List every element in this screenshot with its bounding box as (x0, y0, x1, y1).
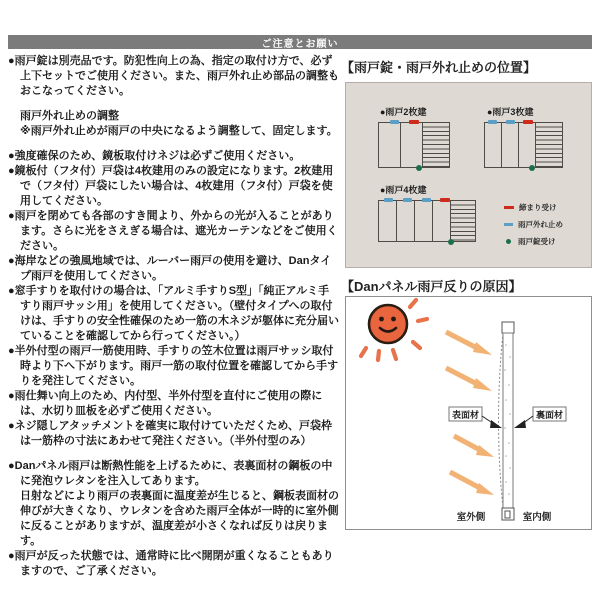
diagram-legend (504, 202, 563, 253)
front-material-callout (449, 407, 502, 428)
position-section-title: 【雨戸錠・雨戸外れ止めの位置】 (341, 60, 537, 75)
warp-diagram (346, 297, 591, 529)
latch-receiver-legend-mark (504, 206, 514, 210)
note-item: 日射などにより雨戸の表裏面に温度差が生じると、鋼板表面材の伸びが大きくなり、ウレタンを含めた雨戸全体が一時的に室外側に反ることがありますが、温度差が小さくなれば反りは戻ります。 (20, 490, 339, 547)
note-item: ●強度確保のため、鏡板取付けネジは必ずご使用ください。 (8, 150, 301, 162)
lock-receiver-mark (529, 165, 535, 171)
note-item: ●窓手すりを取付けの場合は、「アルミ手すりS型」「純正アルミ手すり雨戸サッシ用」を使用してください。（壁付タイプへの取付けは、手すりの安全性確保のため一筋の木ネジが躯体に充分届いていることを確認してから行ってください。） (8, 285, 339, 342)
note-item: ●雨戸錠は別売品です。防犯性向上の為、指定の取付け方で、必ず上下セットでご使用ください。また、雨戸外れ止め部品の調整もおこなってください。 (8, 55, 339, 97)
legend-label: 雨戸外れ止め (518, 220, 563, 229)
shutter-storage-box (422, 122, 450, 168)
shutter-panel-crosssection (499, 322, 515, 520)
warp-diagram-box (345, 296, 592, 530)
note-item: ●雨戸が反った状態では、通常時に比べ開閉が重くなることもありますので、ご了承ください。 (8, 550, 334, 577)
latch-receiver-mark (409, 120, 419, 124)
shutter-panel (518, 122, 536, 168)
warp-curve (499, 333, 504, 508)
lock-receiver-mark (448, 239, 454, 245)
stopper-mark (403, 198, 412, 202)
sun-icon (361, 300, 427, 360)
notes-column (8, 54, 340, 579)
shutter-panel (400, 122, 423, 168)
shutter-diagram-4panel (378, 200, 476, 242)
indoor-side-label: 室内側 (522, 512, 552, 523)
note-item: ●雨戸を閉めても各部のすき間より、外からの光が入ることがあります。さらに光をさえぎる場合は、遮光カーテンなどをご使用ください。 (8, 210, 338, 252)
back-material-callout (514, 407, 566, 428)
stopper-legend-mark (504, 223, 513, 226)
note-item: ●鏡板付（フタ付）戸袋は4枚建用のみの設定になります。2枚建用で（フタ付）戸袋にしたい場合は、4枚建用（フタ付）戸袋を使用してください。 (8, 165, 334, 207)
stopper-mark (384, 198, 393, 202)
note-item: ●海岸などの強風地域では、ルーバー雨戸の使用を避け、Danタイプ雨戸を使用してください。 (8, 255, 332, 282)
diagram-label-4panel: ●雨戸4枚建 (380, 185, 427, 195)
shutter-diagram-2panel (378, 122, 450, 168)
shutter-panel (484, 122, 502, 168)
latch-receiver-mark (523, 120, 533, 124)
shutter-panel (378, 200, 397, 242)
shutter-panel (432, 200, 451, 242)
stopper-mark (422, 198, 431, 202)
legend-label: 雨戸錠受け (518, 237, 556, 246)
shutter-storage-box (535, 122, 563, 168)
note-item: ●ネジ隠しアタッチメントを確実に取付けていただくため、戸袋枠は一筋枠の寸法にあわせて発注ください。（半外付型のみ） (8, 420, 332, 447)
legend-row (504, 202, 563, 213)
latch-receiver-mark (440, 198, 450, 202)
note-subheading: 雨戸外れ止めの調整 (20, 110, 119, 122)
lock-receiver-mark (416, 165, 422, 171)
shutter-panel (396, 200, 415, 242)
stopper-mark (506, 120, 515, 124)
legend-label: 締まり受け (519, 203, 557, 212)
note-item: ●雨仕舞い向上のため、内付型、半外付型を直付にご使用の際には、水切り皿板を必ずご使用ください。 (8, 390, 323, 417)
lock-receiver-legend-mark (506, 239, 511, 244)
diagram-label-3panel: ●雨戸3枚建 (487, 107, 534, 117)
shutter-storage-box (450, 200, 476, 242)
front-material-label: 表面材 (451, 410, 480, 420)
shutter-diagram-3panel (484, 122, 563, 168)
legend-row (504, 236, 563, 247)
stopper-mark (488, 120, 497, 124)
outdoor-side-label: 室外側 (456, 512, 486, 523)
legend-row (504, 219, 563, 230)
note-item: ※雨戸外れ止めが雨戸の中央になるよう調整して、固定します。 (20, 125, 338, 137)
warp-section-title: 【Danパネル雨戸反りの原因】 (341, 279, 522, 294)
note-item: ●半外付型の雨戸一筋使用時、手すりの笠木位置は雨戸サッシ取付時より下へ下がります。雨戸一筋の取付位置を確認してから手すりを発注してください。 (8, 345, 339, 387)
section-header-title: ご注意とお願い (261, 38, 339, 50)
back-material-label: 裏面材 (535, 410, 564, 420)
shutter-panel (378, 122, 401, 168)
position-diagram-box (345, 82, 592, 268)
section-header-bar (8, 35, 592, 49)
shutter-panel (414, 200, 433, 242)
stopper-mark (390, 120, 399, 124)
diagram-label-2panel: ●雨戸2枚建 (380, 107, 427, 117)
note-item: ●Danパネル雨戸は断熱性能を上げるために、表裏面材の鋼板の中に発泡ウレタンを注入してあります。 (8, 460, 333, 487)
shutter-panel (501, 122, 519, 168)
